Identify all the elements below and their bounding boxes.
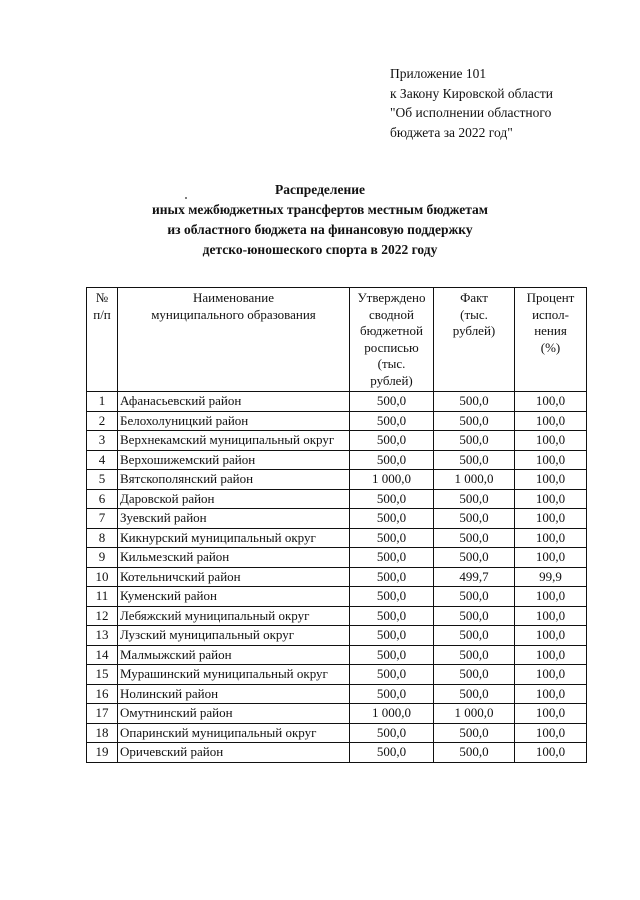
table-body bbox=[87, 392, 587, 763]
appendix-line: "Об исполнении областного bbox=[390, 105, 552, 120]
cell-approved: 500,0 bbox=[350, 743, 434, 763]
cell-name: Вятскополянский район bbox=[118, 470, 350, 490]
table-row bbox=[87, 606, 587, 626]
cell-percent: 100,0 bbox=[515, 411, 587, 431]
header-num bbox=[87, 288, 118, 392]
header-name bbox=[118, 288, 350, 392]
appendix-line: к Закону Кировской области bbox=[390, 85, 554, 101]
cell-name: Кикнурский муниципальный округ bbox=[118, 528, 350, 548]
table-row bbox=[87, 528, 587, 548]
cell-num: 2 bbox=[87, 411, 118, 431]
header-text: Наименование bbox=[193, 290, 274, 305]
appendix-block bbox=[390, 64, 553, 142]
cell-fact: 500,0 bbox=[434, 431, 515, 451]
cell-fact: 1 000,0 bbox=[434, 704, 515, 724]
header-text: рублей) bbox=[452, 323, 496, 338]
header-text: нения bbox=[534, 323, 567, 338]
cell-fact: 499,7 bbox=[434, 567, 515, 587]
table-row bbox=[87, 470, 587, 490]
cell-num: 13 bbox=[87, 626, 118, 646]
cell-fact: 500,0 bbox=[434, 489, 515, 509]
cell-fact: 1 000,0 bbox=[434, 470, 515, 490]
title-line: из областного бюджета на финансовую поддержку bbox=[167, 222, 473, 237]
header-text: (тыс. bbox=[460, 306, 488, 322]
cell-num: 6 bbox=[87, 489, 118, 509]
cell-fact: 500,0 bbox=[434, 684, 515, 704]
table-row bbox=[87, 450, 587, 470]
cell-approved: 500,0 bbox=[350, 392, 434, 412]
cell-name: Куменский район bbox=[118, 587, 350, 607]
cell-percent: 100,0 bbox=[515, 665, 587, 685]
cell-percent: 100,0 bbox=[515, 704, 587, 724]
cell-num: 17 bbox=[87, 704, 118, 724]
table-row bbox=[87, 684, 587, 704]
table-row bbox=[87, 431, 587, 451]
cell-num: 4 bbox=[87, 450, 118, 470]
cell-num: 14 bbox=[87, 645, 118, 665]
table-row bbox=[87, 645, 587, 665]
cell-num: 10 bbox=[87, 567, 118, 587]
header-text: рублей) bbox=[370, 372, 413, 388]
cell-percent: 100,0 bbox=[515, 450, 587, 470]
cell-num: 8 bbox=[87, 528, 118, 548]
cell-approved: 500,0 bbox=[350, 548, 434, 568]
table-row bbox=[87, 743, 587, 763]
table-row bbox=[87, 626, 587, 646]
cell-num: 3 bbox=[87, 431, 118, 451]
cell-num: 12 bbox=[87, 606, 118, 626]
cell-approved: 500,0 bbox=[350, 411, 434, 431]
cell-fact: 500,0 bbox=[434, 548, 515, 568]
cell-num: 5 bbox=[87, 470, 118, 490]
cell-approved: 500,0 bbox=[350, 489, 434, 509]
cell-num: 9 bbox=[87, 548, 118, 568]
table-row bbox=[87, 665, 587, 685]
cell-approved: 500,0 bbox=[350, 665, 434, 685]
cell-num: 11 bbox=[87, 587, 118, 607]
table-row bbox=[87, 567, 587, 587]
cell-fact: 500,0 bbox=[434, 528, 515, 548]
table-row bbox=[87, 489, 587, 509]
table-row bbox=[87, 392, 587, 412]
cell-percent: 100,0 bbox=[515, 645, 587, 665]
cell-approved: 1 000,0 bbox=[350, 704, 434, 724]
cell-fact: 500,0 bbox=[434, 645, 515, 665]
cell-name: Верхнекамский муниципальный округ bbox=[118, 431, 350, 451]
cell-fact: 500,0 bbox=[434, 743, 515, 763]
cell-name: Белохолуницкий район bbox=[118, 411, 350, 431]
cell-fact: 500,0 bbox=[434, 509, 515, 529]
cell-fact: 500,0 bbox=[434, 411, 515, 431]
cell-name: Верхошижемский район bbox=[118, 450, 350, 470]
cell-percent: 100,0 bbox=[515, 509, 587, 529]
cell-percent: 100,0 bbox=[515, 606, 587, 626]
appendix-line: Приложение 101 bbox=[390, 66, 487, 81]
cell-name: Котельничский район bbox=[118, 567, 350, 587]
cell-name: Кильмезский район bbox=[118, 548, 350, 568]
title-line: Распределение bbox=[274, 182, 366, 197]
cell-percent: 100,0 bbox=[515, 470, 587, 490]
cell-name: Лебяжский муниципальный округ bbox=[118, 606, 350, 626]
cell-name: Оричевский район bbox=[118, 743, 350, 763]
cell-name: Зуевский район bbox=[118, 509, 350, 529]
cell-percent: 100,0 bbox=[515, 489, 587, 509]
header-text: росписью bbox=[364, 339, 419, 355]
cell-name: Афанасьевский район bbox=[118, 392, 350, 412]
table-row bbox=[87, 411, 587, 431]
cell-fact: 500,0 bbox=[434, 450, 515, 470]
title-line: иных межбюджетных трансфертов местным бюджетам bbox=[152, 202, 488, 217]
cell-approved: 500,0 bbox=[350, 587, 434, 607]
cell-approved: 500,0 bbox=[350, 645, 434, 665]
cell-name: Нолинский район bbox=[118, 684, 350, 704]
table-row bbox=[87, 723, 587, 743]
header-percent bbox=[515, 288, 587, 392]
cell-percent: 100,0 bbox=[515, 684, 587, 704]
header-text: испол- bbox=[532, 306, 569, 322]
cell-name: Омутнинский район bbox=[118, 704, 350, 724]
header-approved bbox=[350, 288, 434, 392]
cell-name: Опаринский муниципальный округ bbox=[118, 723, 350, 743]
transfers-table bbox=[86, 287, 587, 763]
cell-percent: 100,0 bbox=[515, 626, 587, 646]
title-line: детско-юношеского спорта в 2022 году bbox=[202, 242, 438, 257]
header-text: п/п bbox=[93, 306, 111, 322]
cell-name: Мурашинский муниципальный округ bbox=[118, 665, 350, 685]
cell-fact: 500,0 bbox=[434, 392, 515, 412]
header-text: (%) bbox=[540, 339, 561, 355]
cell-approved: 500,0 bbox=[350, 431, 434, 451]
header-fact bbox=[434, 288, 515, 392]
header-text: бюджетной bbox=[360, 323, 423, 338]
header-text: (тыс. bbox=[377, 356, 406, 371]
cell-approved: 500,0 bbox=[350, 450, 434, 470]
cell-approved: 500,0 bbox=[350, 528, 434, 548]
cell-approved: 500,0 bbox=[350, 626, 434, 646]
cell-approved: 500,0 bbox=[350, 567, 434, 587]
cell-percent: 100,0 bbox=[515, 723, 587, 743]
table-row bbox=[87, 509, 587, 529]
cell-percent: 99,9 bbox=[515, 567, 587, 587]
cell-fact: 500,0 bbox=[434, 587, 515, 607]
cell-approved: 500,0 bbox=[350, 723, 434, 743]
cell-num: 15 bbox=[87, 665, 118, 685]
cell-percent: 100,0 bbox=[515, 548, 587, 568]
table-row bbox=[87, 704, 587, 724]
cell-name: Даровской район bbox=[118, 489, 350, 509]
cell-name: Лузский муниципальный округ bbox=[118, 626, 350, 646]
cell-fact: 500,0 bbox=[434, 626, 515, 646]
header-text: сводной bbox=[369, 306, 414, 322]
header-text: Процент bbox=[526, 290, 575, 305]
document-title bbox=[0, 180, 640, 260]
cell-percent: 100,0 bbox=[515, 528, 587, 548]
header-text: Факт bbox=[460, 290, 488, 305]
cell-name: Малмыжский район bbox=[118, 645, 350, 665]
cell-num: 18 bbox=[87, 723, 118, 743]
table-header-row bbox=[87, 288, 587, 392]
cell-approved: 500,0 bbox=[350, 606, 434, 626]
cell-fact: 500,0 bbox=[434, 665, 515, 685]
cell-fact: 500,0 bbox=[434, 606, 515, 626]
cell-percent: 100,0 bbox=[515, 431, 587, 451]
cell-approved: 500,0 bbox=[350, 509, 434, 529]
appendix-line: бюджета за 2022 год" bbox=[390, 124, 513, 140]
cell-approved: 500,0 bbox=[350, 684, 434, 704]
table-row bbox=[87, 587, 587, 607]
cell-approved: 1 000,0 bbox=[350, 470, 434, 490]
cell-num: 16 bbox=[87, 684, 118, 704]
cell-fact: 500,0 bbox=[434, 723, 515, 743]
cell-percent: 100,0 bbox=[515, 743, 587, 763]
header-text: муниципального образования bbox=[151, 306, 316, 322]
cell-num: 7 bbox=[87, 509, 118, 529]
cell-num: 19 bbox=[87, 743, 118, 763]
header-text: Утверждено bbox=[357, 290, 426, 305]
header-text: № bbox=[95, 290, 109, 305]
cell-percent: 100,0 bbox=[515, 392, 587, 412]
cell-num: 1 bbox=[87, 392, 118, 412]
cell-percent: 100,0 bbox=[515, 587, 587, 607]
table-row bbox=[87, 548, 587, 568]
